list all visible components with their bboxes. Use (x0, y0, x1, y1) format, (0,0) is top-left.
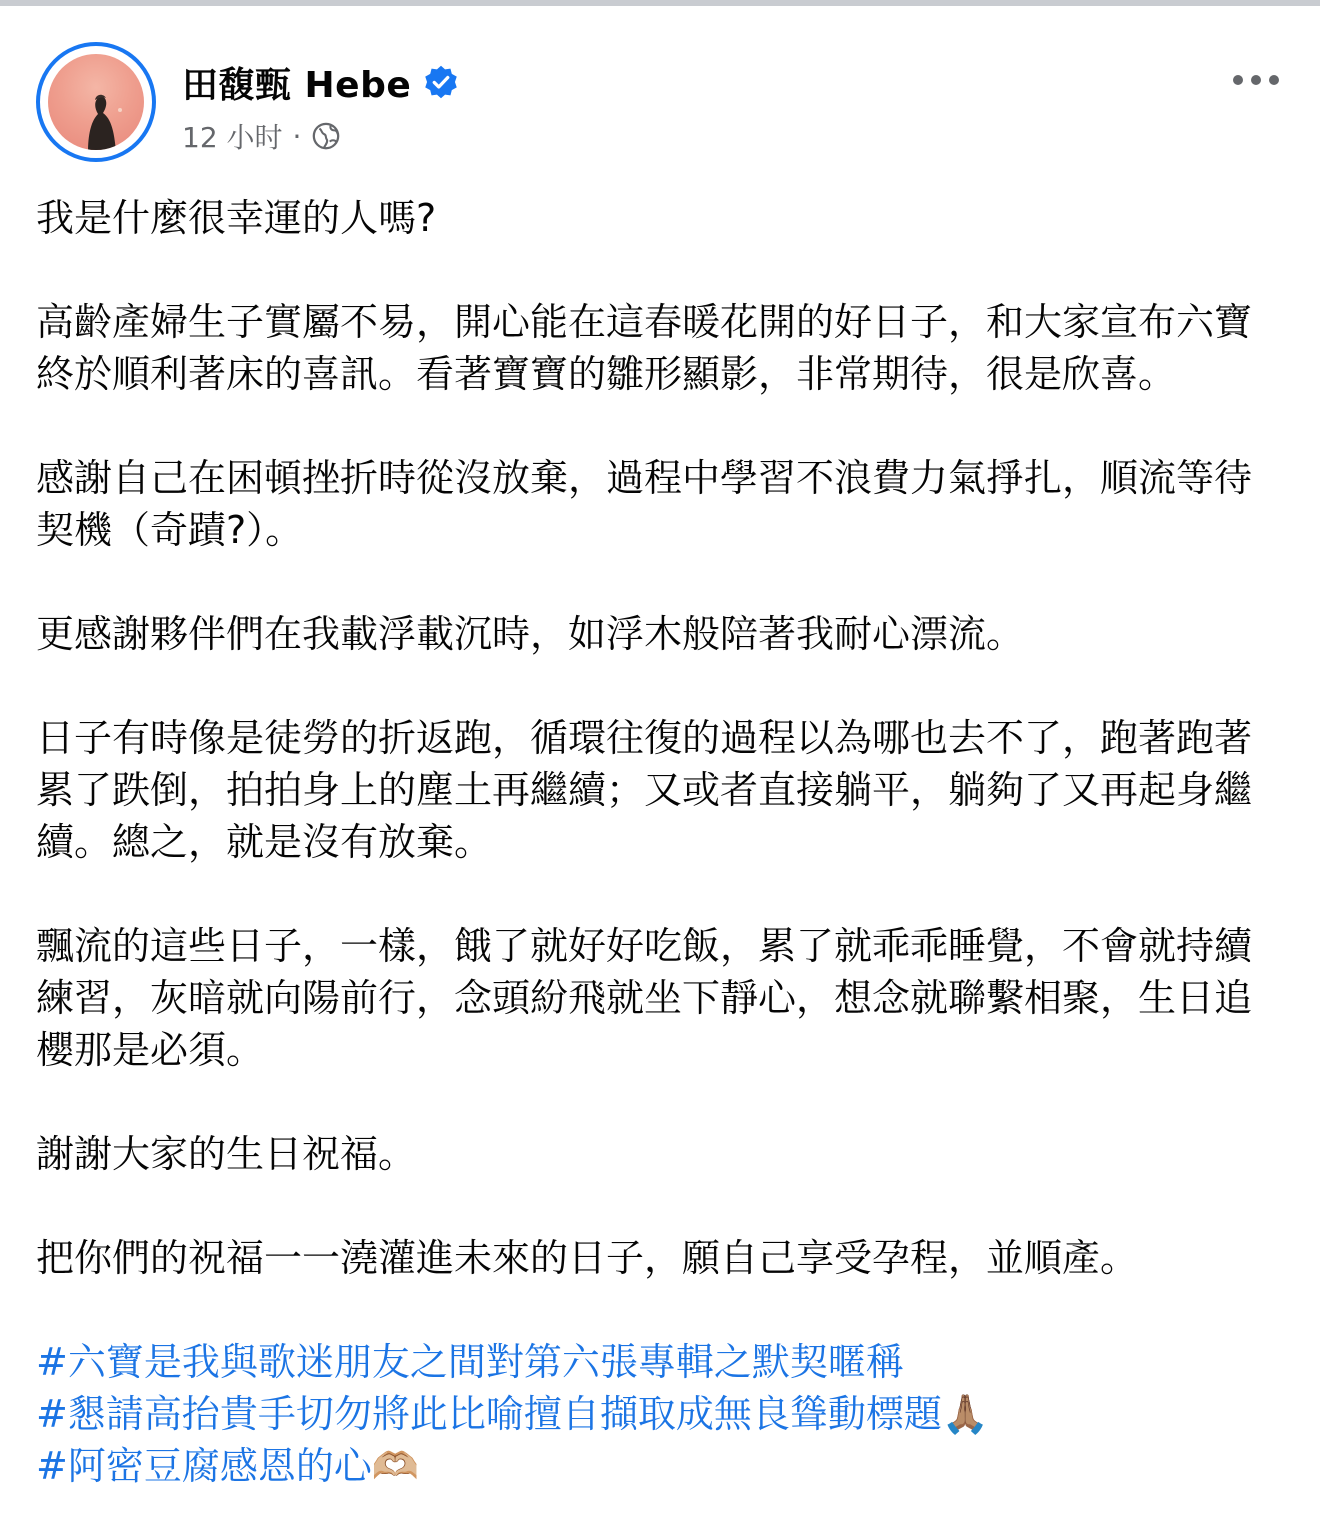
post-paragraph: 把你們的祝福一一澆灌進未來的日子，願自己享受孕程，並順產。 (36, 1236, 1139, 1280)
post-paragraph: 感謝自己在困頓挫折時從沒放棄，過程中學習不浪費力氣掙扎，順流等待契機（奇蹟?）。 (36, 456, 1253, 552)
hashtag-link[interactable]: #懇請高抬貴手切勿將此比喻擅自擷取成無良聳動標題🙏🏽 (36, 1392, 990, 1436)
meta-separator: · (292, 119, 302, 153)
avatar-image (48, 54, 144, 150)
more-dot (1233, 75, 1243, 85)
hashtag-link[interactable]: #六寶是我與歌迷朋友之間對第六張專輯之默契暱稱 (36, 1340, 904, 1384)
avatar[interactable] (36, 42, 156, 162)
post-paragraph: 我是什麼很幸運的人嗎? (36, 196, 437, 240)
post-timestamp[interactable]: 12 小时 (182, 121, 283, 154)
post-body (36, 192, 1266, 1492)
author-name[interactable]: 田馥甄 Hebe (182, 64, 412, 106)
post-paragraph: 更感謝夥伴們在我載浮載沉時，如浮木般陪著我耐心漂流。 (36, 612, 1025, 656)
post-meta (182, 116, 341, 156)
globe-icon[interactable] (311, 121, 341, 151)
post-paragraph: 高齡產婦生子實屬不易，開心能在這春暖花開的好日子，和大家宣布六寶終於順利著床的喜訊。看著寶寶的雛形顯影，非常期待，很是欣喜。 (36, 300, 1253, 396)
more-dot (1251, 75, 1261, 85)
post-paragraph: 日子有時像是徒勞的折返跑，循環往復的過程以為哪也去不了，跑著跑著累了跌倒，拍拍身上的塵土再繼續；又或者直接躺平，躺夠了又再起身繼續。總之，就是沒有放棄。 (36, 716, 1253, 864)
post-paragraph: 謝謝大家的生日祝福。 (36, 1132, 417, 1176)
hashtag-link[interactable]: #阿密豆腐感恩的心🫶🏼 (36, 1444, 420, 1488)
post-paragraph: 飄流的這些日子，一樣，餓了就好好吃飯，累了就乖乖睡覺，不會就持續練習，灰暗就向陽前行，念頭紛飛就坐下靜心，想念就聯繫相聚，生日追櫻那是必須。 (36, 924, 1253, 1072)
hashtag-list (36, 1336, 1266, 1492)
verified-badge-icon (423, 64, 459, 100)
more-options-icon[interactable] (1226, 62, 1286, 98)
more-dot (1269, 75, 1279, 85)
post-header (36, 42, 1286, 166)
author-row (182, 58, 459, 106)
facebook-post (0, 6, 1320, 1523)
